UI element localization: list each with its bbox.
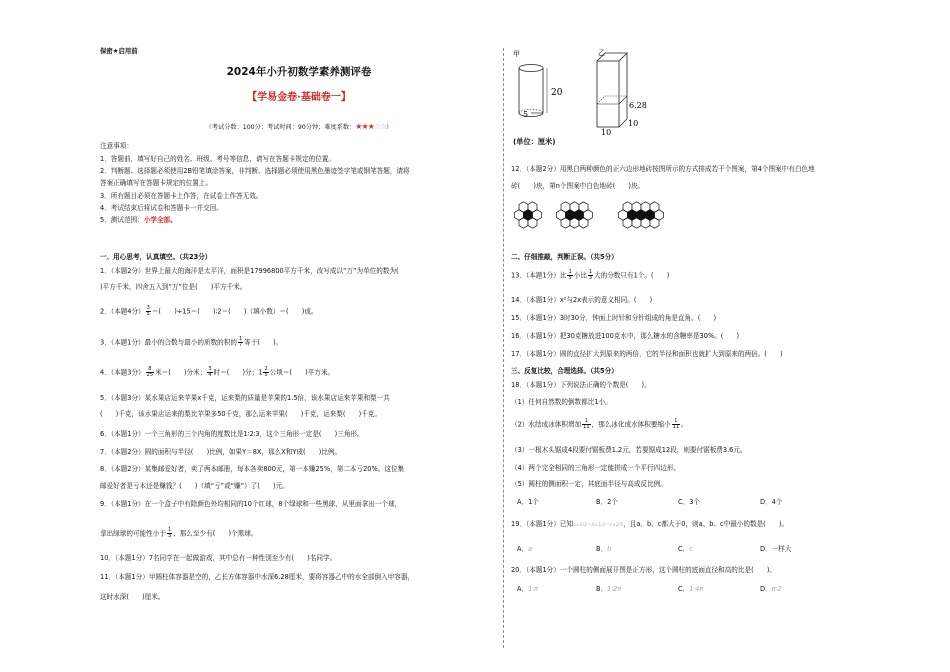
- denominator: 11: [583, 424, 590, 430]
- q19-option-a-label: A．: [517, 545, 529, 553]
- fraction: [238, 337, 243, 348]
- exam-meta: [100, 122, 498, 132]
- note-item: 答案正确填写在答题卡规定的位置上。: [100, 179, 213, 187]
- numerator: 8: [146, 367, 154, 373]
- black-hexagon: [637, 210, 646, 220]
- question-10: 10．（本题1分）7名同学在一起做游戏，其中总有一种性别至少有( )名同学。: [100, 554, 337, 562]
- cylinder-radius-label: 5: [523, 110, 529, 119]
- question-1-cont: )平方千米，四舍五入到“万”位是( )平方千米。: [100, 283, 247, 291]
- section-2-title: 二、仔细推敲，判断正误。（共5分）: [511, 253, 618, 261]
- question-15: 15．（本题1分）3时30分，钟面上时针和分针组成的角是直角。( ): [511, 314, 717, 322]
- note-scope: [100, 216, 177, 224]
- box-water-level: [597, 96, 627, 104]
- q4-mid2: 时＝( )分；: [213, 368, 259, 377]
- q13-mid: 小比: [573, 271, 587, 280]
- numerator: 1: [568, 269, 572, 275]
- exam-meta-text: （考试分数：100分；考试时间：90分钟；难度系数：: [205, 124, 356, 131]
- numerator: 3: [208, 366, 212, 372]
- note-item: 2．判断题、选择题必须使用2B铅笔填涂答案，非判断、选择题必须使用黑色墨迹签字笔或钢笔答题，请将: [100, 167, 410, 175]
- section-1-title: 一、用心思考，认真填空。（共23分）: [100, 253, 212, 261]
- stars-full: ★★★: [355, 122, 374, 131]
- numerator: 2: [264, 366, 268, 372]
- note-item: 1．答题前，填写好自己的姓名、班级、考号等信息，请写在答题卡规定的位置。: [100, 155, 335, 163]
- numerator: 1: [588, 269, 593, 275]
- question-14: 14．（本题1分）x²与2x表示的意义相同。( ): [511, 296, 653, 304]
- denominator: 5: [568, 275, 572, 281]
- q18-option-d[interactable]: D．4个: [760, 498, 783, 506]
- q20-option-b[interactable]: [596, 585, 621, 593]
- q19-option-a-var: a: [528, 545, 533, 553]
- numerator: 3: [146, 305, 150, 311]
- q18-2-prefix: （2）水结成冰体积增加: [511, 420, 582, 429]
- q20-option-b-label: B．: [596, 585, 608, 593]
- container-figure: [511, 47, 671, 137]
- question-4: [100, 367, 334, 378]
- exam-meta-end: ）: [386, 124, 393, 131]
- note-item: 3．所有题目必须在答题卡上作答，在试卷上作答无效。: [100, 192, 263, 200]
- q19-suffix: ，且a、b、c都大于0，则a、b、c中最小的数是( )。: [623, 520, 789, 528]
- denominator: 4: [208, 372, 212, 378]
- numerator: 1: [582, 419, 590, 425]
- q19-expression: a×2/3＝b×1/3＝c×2/5: [573, 523, 624, 528]
- black-hexagon: [524, 210, 533, 220]
- page-title: 2024年小升初数学素养测评卷: [226, 66, 372, 78]
- question-18: 18．（本题1分）下列说法正确的个数是( )。: [511, 381, 651, 389]
- question-13: [511, 270, 669, 281]
- question-8-cont: 邮爱好者是亏本还是赚钱？( )（填“亏”或“赚”）了( )元。: [100, 482, 289, 490]
- q19-option-b[interactable]: [596, 545, 611, 553]
- denominator: 3: [588, 275, 593, 281]
- black-hexagon: [646, 210, 655, 220]
- q2-prefix: 2．（本题4分）: [100, 307, 145, 316]
- fraction: [146, 306, 151, 317]
- denominator: 11: [672, 424, 680, 430]
- denominator: 25: [146, 372, 154, 378]
- white-hexagon: [533, 210, 542, 220]
- box-depth-label: 10: [628, 119, 639, 128]
- q4-mid1: 米＝( )分米；: [155, 368, 207, 377]
- q18-statement-5: （5）圆柱的侧面积一定，其底面半径与高成反比例。: [511, 480, 667, 488]
- fraction: [567, 270, 572, 281]
- left-column: [100, 0, 498, 672]
- mixed-whole: 1: [258, 368, 263, 377]
- q20-option-b-value: 1∶2π: [607, 585, 622, 593]
- denominator: 5: [146, 311, 150, 317]
- q20-option-d-value: π∶2: [771, 585, 782, 593]
- q18-2-mid: ，那么冰化成水体积要缩小: [591, 420, 671, 429]
- confidential-label: 保密★启用前: [100, 47, 138, 55]
- question-20: 20．（本题1分）一个圆柱的侧面展开图是正方形，这个圆柱的底面直径和高的比是( )。: [511, 566, 776, 574]
- black-hexagon: [628, 210, 637, 220]
- cylinder-top: [519, 65, 543, 72]
- box-water-side: [619, 96, 627, 104]
- section-3-title: 三、反复比较，合理选择。（共5分）: [511, 367, 618, 375]
- question-19: [511, 520, 788, 529]
- q13-prefix: 13．（本题1分）比: [511, 271, 567, 280]
- q19-option-c[interactable]: [678, 545, 693, 553]
- denominator: 3: [167, 533, 172, 539]
- question-8: 8．（本题2分）某集邮爱好者，卖了两本邮册，每本各卖800元，第一本赚25%，第二本亏20%。这位集: [100, 465, 405, 473]
- q19-option-d[interactable]: D．一样大: [760, 545, 792, 553]
- figure-label-yi: 乙: [598, 49, 605, 57]
- q19-option-c-label: C．: [678, 545, 690, 553]
- q9-suffix: ，那么至少有( )个黑球。: [173, 529, 258, 538]
- question-16: 16．（本题1分）把30克糖放进100克水中，那么糖水的含糖率是30%。( ): [511, 332, 740, 340]
- fraction: [672, 419, 680, 430]
- fraction: [207, 367, 212, 378]
- q2-suffix: ＝( )÷15＝( )∶2＝( )（填小数）＝( )成。: [151, 307, 318, 316]
- question-9-cont: [100, 528, 257, 539]
- figure-label-jia: 甲: [513, 50, 520, 58]
- fraction: [582, 419, 590, 430]
- q20-option-c-label: C．: [678, 585, 690, 593]
- scope-label: 5．测试范围：: [100, 216, 144, 224]
- box-width-label: 10: [601, 128, 612, 137]
- box-right: [619, 53, 627, 127]
- box-height-label: 6.28: [629, 101, 647, 110]
- question-1: 1．（本题2分）世界上最大的海洋是太平洋，面积是17996800平方千米，改写成以“万”为单位的数为(: [100, 267, 399, 275]
- q19-option-a[interactable]: [517, 545, 532, 553]
- scope-value: 小学全部。: [143, 216, 177, 224]
- q20-option-a-label: A．: [517, 585, 529, 593]
- question-17: 17．（本题1分）圆的直径扩大到原来的两倍，它的半径和面积也就扩大到原来的两倍。( ): [511, 350, 783, 358]
- q20-option-c[interactable]: [678, 585, 703, 593]
- q18-statement-1: （1）任何自然数的倒数都比1小。: [511, 398, 612, 406]
- paper-subtitle: 【学易金卷·基础卷一】: [247, 92, 351, 103]
- numerator: 1: [167, 527, 172, 533]
- q20-option-d-label: D．: [760, 585, 772, 593]
- question-9: 9．（本题1分）在一个盒子中有除颜色外均相同的10个红球，8个绿球和一些黑球，从里面拿出一个球，: [100, 500, 402, 508]
- q3-suffix: 等于( )。: [244, 338, 283, 347]
- q18-option-b[interactable]: B．2个: [596, 498, 618, 506]
- q3-prefix: 3．（本题1分）最小的合数与最小的质数的积的: [100, 338, 237, 347]
- q20-option-a-value: 1∶π: [528, 585, 538, 593]
- q19-option-b-var: b: [607, 545, 612, 553]
- black-hexagon: [566, 210, 575, 220]
- question-11-cont: 这时水深( )厘米。: [100, 593, 165, 601]
- q18-option-a[interactable]: A．1个: [517, 498, 539, 506]
- fraction: [588, 270, 593, 281]
- question-2: [100, 306, 318, 317]
- question-6: 6．（本题1分）一个三角形的三个内角的度数比是1∶2∶3，这个三角形一定是( )三角形。: [100, 430, 364, 438]
- q18-statement-4: （4）两个完全相同的三角形一定能拼成一个平行四边形。: [511, 464, 681, 472]
- numerator: 1: [672, 419, 680, 425]
- question-3: [100, 337, 282, 348]
- q13-suffix: 大的分数只有1个。( ): [594, 271, 670, 280]
- q9-prefix: 拿出绿球的可能性小于: [100, 529, 166, 538]
- difficulty-stars: [355, 122, 386, 131]
- white-hexagon: [619, 210, 628, 220]
- q19-prefix: 19．（本题1分）已知: [511, 520, 574, 528]
- notes-heading: 注意事项：: [100, 142, 133, 150]
- q19-option-b-label: B．: [596, 545, 608, 553]
- column-divider: [503, 48, 504, 648]
- stars-empty: ☆☆: [373, 122, 387, 131]
- fraction: [263, 367, 268, 378]
- denominator: 7: [238, 342, 243, 348]
- q18-statement-2: [511, 419, 688, 430]
- white-hexagon: [584, 210, 593, 220]
- q18-2-suffix: 。: [681, 420, 688, 429]
- question-12: 12．（本题2分）用黑白两种颜色的正六边形地砖按图所示的方式排成若干个图案，第4个图案中有白色地: [511, 165, 815, 173]
- question-7: 7．（本题2分）圆的面积与半径( )比例，如果Y＝8X，那么X和Y成( )比例。: [100, 448, 342, 456]
- hexagon-patterns: [513, 197, 693, 233]
- q18-option-c[interactable]: C．3个: [678, 498, 700, 506]
- box-front: [597, 61, 619, 127]
- denominator: 5: [264, 372, 268, 378]
- white-hexagon: [557, 210, 566, 220]
- q20-option-d[interactable]: [760, 585, 782, 593]
- white-hexagon: [515, 210, 524, 220]
- numerator: 1: [238, 336, 243, 342]
- right-column: [511, 0, 845, 672]
- fraction: [167, 528, 172, 539]
- question-11: 11．（本题1分）甲圆柱体容器是空的，乙长方体容器中水深6.28厘米，要将容器乙中的水全部倒入甲容器，: [100, 573, 415, 581]
- black-hexagon: [575, 210, 584, 220]
- white-hexagon: [655, 210, 664, 220]
- figure-unit: (单位：厘米): [513, 137, 556, 146]
- question-5-cont: ( )千克，该水果店运来的梨比苹果多50千克，那么运来苹果( )千克，运来梨( )千克。: [100, 410, 381, 418]
- q4-suffix: 公顷＝( )平方米。: [269, 368, 335, 377]
- note-item: 4．考试结束后将试卷和答题卡一并交回。: [100, 204, 223, 212]
- fraction: [146, 367, 154, 378]
- question-5: 5．（本题3分）某水果店运来苹果x千克，运来梨的质量是苹果的1.5倍，该水果店运来苹果和梨一共: [100, 394, 390, 402]
- q20-option-a[interactable]: [517, 585, 538, 593]
- cylinder-height-label: 20: [551, 88, 563, 98]
- q4-prefix: 4．（本题3分）: [100, 368, 145, 377]
- q19-option-c-var: c: [689, 545, 693, 553]
- q18-statement-3: （3）一根木头锯成4段要付锯板费1.2元，若要锯成12段，则要付锯板费3.6元。: [511, 446, 747, 454]
- question-12-cont: 砖( )块，第n个图案中白色地砖( )块。: [511, 182, 645, 190]
- q20-option-c-value: 1∶4π: [689, 585, 704, 593]
